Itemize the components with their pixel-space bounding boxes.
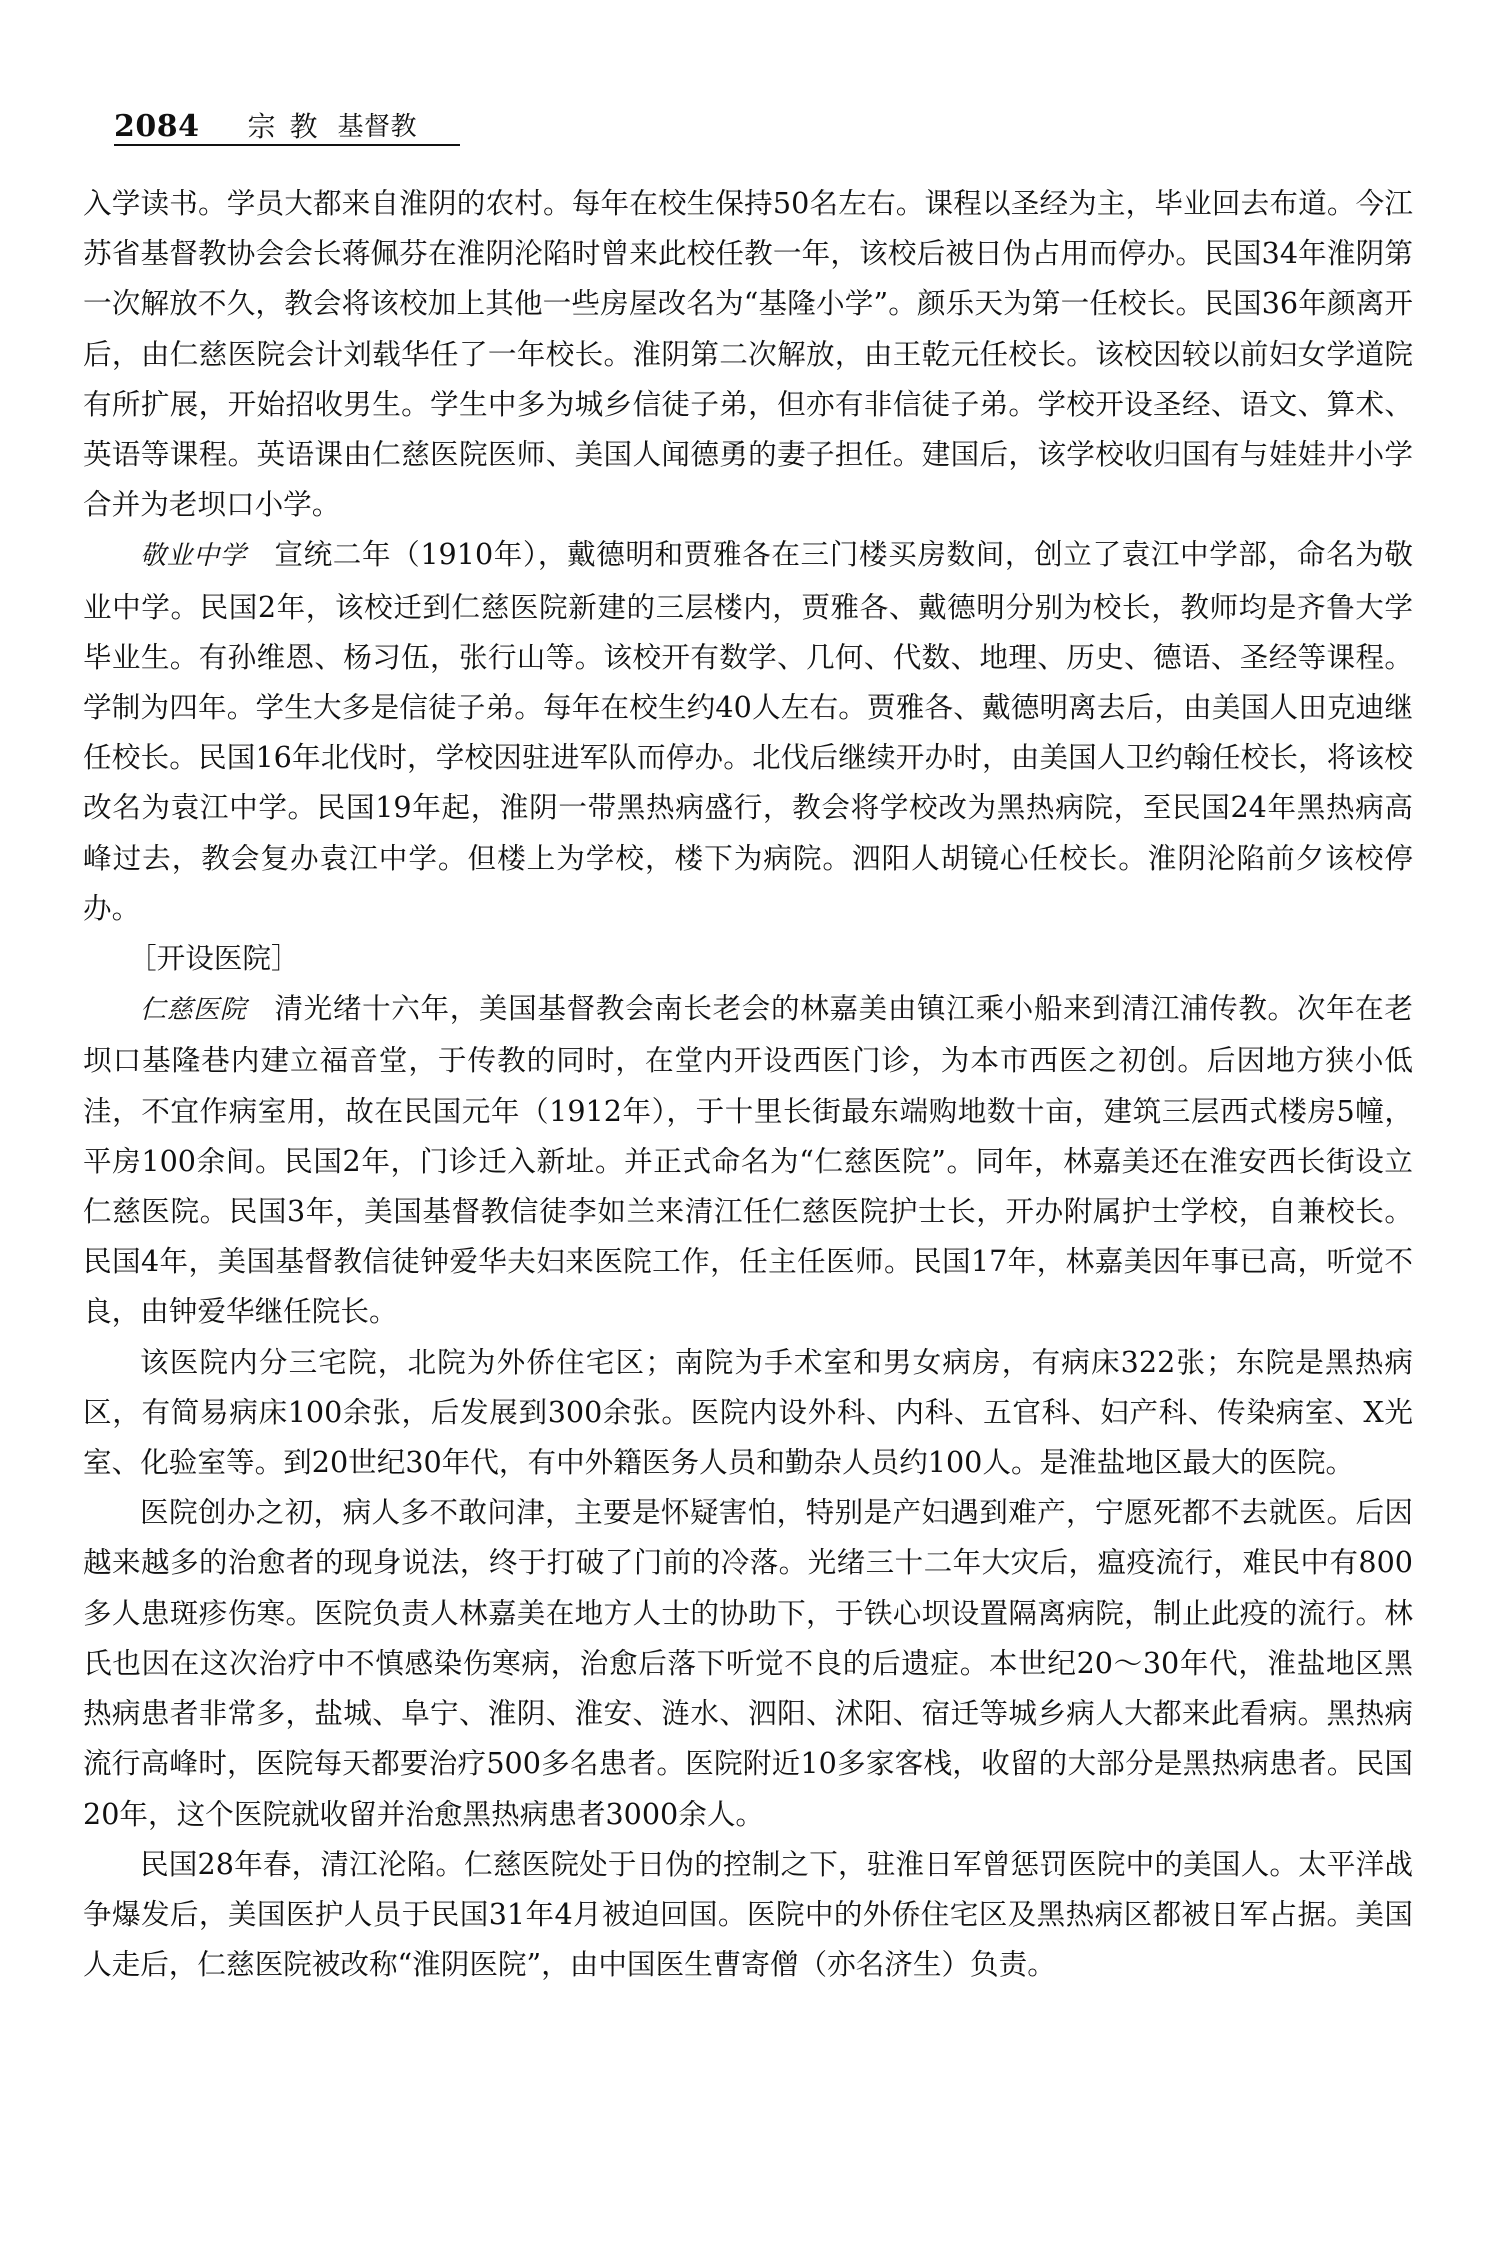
main-text xyxy=(83,178,1413,1989)
paragraph-text-jingye: 宣统二年（1910年），戴德明和贾雅各在三门楼买房数间，创立了袁江中学部，命名为敬业中学。民国2年，该校迁到仁慈医院新建的三层楼内，贾雅各、戴德明分别为校长，教师均是齐鲁大学毕业生。有孙维恩、杨习伍，张行山等。该校开有数学、几何、代数、地理、历史、德语、圣经等课程。学制为四年。学生大多是信徒子弟。每年在校生约40人左右。贾雅各、戴德明离去后，由美国人田克迪继任校长。民国16年北伐时，学校因驻进军队而停办。北伐后继续开办时，由美国人卫约翰任校长，将该校改名为袁江中学。民国19年起，淮阴一带黑热病盛行，教会将学校改为黑热病院，至民国24年黑热病高峰过去，教会复办袁江中学。但楼上为学校，楼下为病院。泗阳人胡镜心任校长。淮阴沦陷前夕该校停办。 xyxy=(83,537,1413,925)
paragraph-text-renci: 清光绪十六年，美国基督教会南长老会的林嘉美由镇江乘小船来到清江浦传教。次年在老坝口基隆巷内建立福音堂，于传教的同时，在堂内开设西医门诊，为本市西医之初创。后因地方狭小低洼，不宜作病室用，故在民国元年（1912年），于十里长街最东端购地数十亩，建筑三层西式楼房5幢，平房100余间。民国2年，门诊迁入新址。并正式命名为“仁慈医院”。同年，林嘉美还在淮安西长街设立仁慈医院。民国3年，美国基督教信徒李如兰来清江任仁慈医院护士长，开办附属护士学校，自兼校长。民国4年，美国基督教信徒钟爱华夫妇来医院工作，任主任医师。民国17年，林嘉美因年事已高，听觉不良，由钟爱华继任院长。 xyxy=(83,991,1413,1329)
running-header xyxy=(114,108,460,146)
page-number: 2084 xyxy=(114,109,200,144)
paragraph-lead-jingye: 敬业中学 xyxy=(140,541,247,572)
paragraph-renci-hospital xyxy=(83,983,1413,1336)
section-heading-text: ［开设医院］ xyxy=(128,941,300,976)
paragraph-jingye-school xyxy=(83,529,1413,933)
paragraph-lead-renci: 仁慈医院 xyxy=(140,995,247,1026)
section-heading-hospital xyxy=(83,933,1413,983)
paragraph-hospital-occupation: 民国28年春，清江沦陷。仁慈医院处于日伪的控制之下，驻淮日军曾惩罚医院中的美国人。太平洋战争爆发后，美国医护人员于民国31年4月被迫回国。医院中的外侨住宅区及黑热病区都被日军占据。美国人走后，仁慈医院被改称“淮阴医院”，由中国医生曹寄僧（亦名济生）负责。 xyxy=(83,1846,1413,1982)
section-label: 宗教 xyxy=(247,110,332,143)
paragraph-hospital-early-years: 医院创办之初，病人多不敢问津，主要是怀疑害怕，特别是产妇遇到难产，宁愿死都不去就医。后因越来越多的治愈者的现身说法，终于打破了门前的冷落。光绪三十二年大灾后，瘟疫流行，难民中有800多人患斑疹伤寒。医院负责人林嘉美在地方人士的协助下，于铁心坝设置隔离病院，制止此疫的流行。林氏也因在这次治疗中不慎感染伤寒病，治愈后落下听觉不良的后遗症。本世纪20～30年代，淮盐地区黑热病患者非常多，盐城、阜宁、淮阴、淮安、涟水、泗阳、沭阳、宿迁等城乡病人大都来此看病。黑热病流行高峰时，医院每天都要治疗500多名患者。医院附近10多家客栈，收留的大部分是黑热病患者。民国20年，这个医院就收留并治愈黑热病患者3000余人。 xyxy=(83,1495,1413,1831)
subsection-label: 基督教 xyxy=(337,112,418,142)
paragraph-hospital-layout: 该医院内分三宅院，北院为外侨住宅区；南院为手术室和男女病房，有病床322张；东院是黑热病区，有简易病床100余张，后发展到300余张。医院内设外科、内科、五官科、妇产科、传染病室、X光室、化验室等。到20世纪30年代，有中外籍医务人员和勤杂人员约100人。是淮盐地区最大的医院。 xyxy=(83,1344,1413,1480)
paragraph-school-history: 入学读书。学员大都来自淮阴的农村。每年在校生保持50名左右。课程以圣经为主，毕业回去布道。今江苏省基督教协会会长蒋佩芬在淮阴沦陷时曾来此校任教一年，该校后被日伪占用而停办。民国34年淮阴第一次解放不久，教会将该校加上其他一些房屋改名为“基隆小学”。颜乐天为第一任校长。民国36年颜离开后，由仁慈医院会计刘载华任了一年校长。淮阴第二次解放，由王乾元任校长。该校因较以前妇女学道院有所扩展，开始招收男生。学生中多为城乡信徒子弟，但亦有非信徒子弟。学校开设圣经、语文、算术、英语等课程。英语课由仁慈医院医师、美国人闻德勇的妻子担任。建国后，该学校收归国有与娃娃井小学合并为老坝口小学。 xyxy=(83,186,1413,522)
